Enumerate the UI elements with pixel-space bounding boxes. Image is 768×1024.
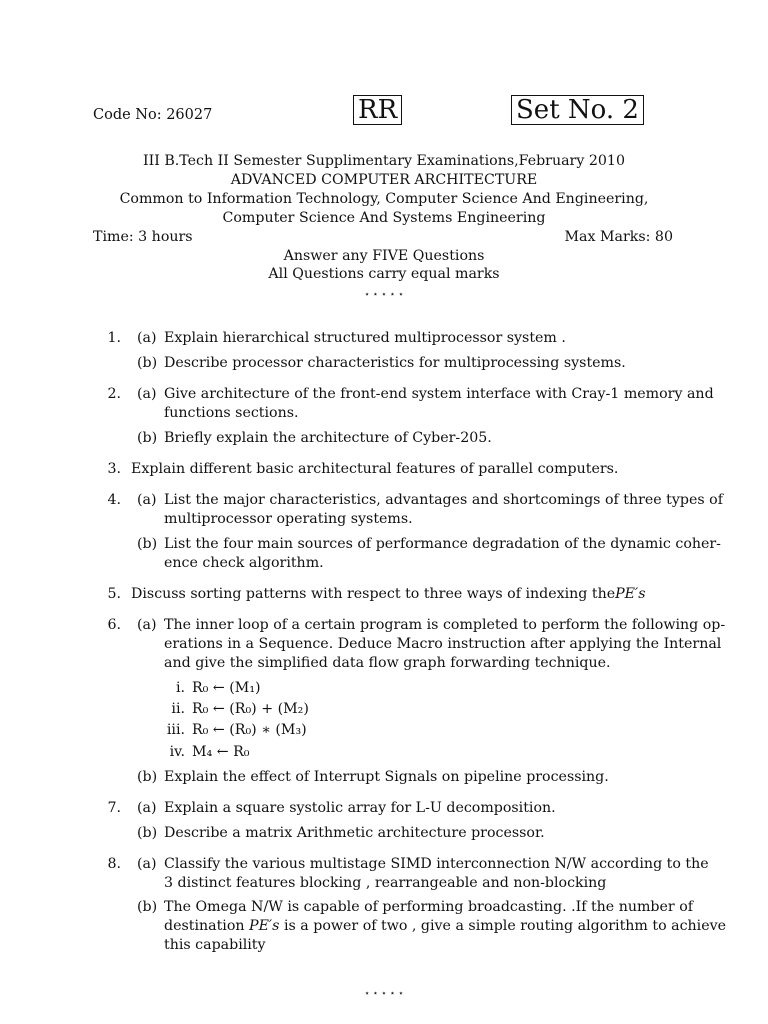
- common-to-line-2: Computer Science And Systems Engineering: [222, 210, 546, 226]
- question-number: 2.: [107, 386, 121, 402]
- footer-stars: ⋆ ⋆ ⋆ ⋆ ⋆: [364, 989, 404, 999]
- code-number: Code No: 26027: [93, 107, 213, 123]
- part-label: (b): [137, 355, 158, 371]
- stars-separator: ⋆ ⋆ ⋆ ⋆ ⋆: [364, 290, 404, 300]
- question-text: Classify the various multistage SIMD interconnection N/W according to the: [164, 856, 709, 872]
- part-label: (a): [137, 492, 157, 508]
- question-text: and give the simplified data flow graph forwarding technique.: [164, 655, 611, 671]
- question-number: 3.: [107, 461, 121, 477]
- sub-item-formula: R₀ ← (R₀) ∗ (M₃): [192, 722, 307, 738]
- part-label: (a): [137, 386, 157, 402]
- question-number: 5.: [107, 586, 121, 602]
- question-number: 6.: [107, 617, 121, 633]
- math-pes: PE′s: [615, 586, 646, 602]
- instruction-line-1: Answer any FIVE Questions: [283, 248, 485, 264]
- question-text: Explain a square systolic array for L-U decomposition.: [164, 800, 556, 816]
- max-marks-label: Max Marks: 80: [564, 229, 673, 245]
- question-text: ence check algorithm.: [164, 555, 324, 571]
- part-label: (b): [137, 899, 158, 915]
- time-label: Time: 3 hours: [93, 229, 193, 245]
- question-text-part: destination: [164, 918, 250, 934]
- question-text: 3 distinct features blocking , rearrangeable and non-blocking: [164, 875, 607, 891]
- question-text: The inner loop of a certain program is completed to perform the following op-: [164, 617, 726, 633]
- question-text: Give architecture of the front-end system interface with Cray-1 memory and: [164, 386, 714, 402]
- question-text: this capability: [164, 937, 266, 953]
- question-text: [164, 917, 726, 936]
- set-number-box: Set No. 2: [511, 95, 644, 125]
- question-text: Explain hierarchical structured multiprocessor system .: [164, 330, 566, 346]
- question-text: Explain the effect of Interrupt Signals on pipeline processing.: [164, 769, 609, 785]
- question-number: 7.: [107, 800, 121, 816]
- part-label: (a): [137, 856, 157, 872]
- question-number: 1.: [107, 330, 121, 346]
- sub-item-number: iv.: [169, 744, 185, 760]
- part-label: (a): [137, 330, 157, 346]
- question-text: Describe processor characteristics for multiprocessing systems.: [164, 355, 626, 371]
- sub-item-number: ii.: [171, 701, 185, 717]
- part-label: (b): [137, 769, 158, 785]
- question-number: 8.: [107, 856, 121, 872]
- question-text: functions sections.: [164, 405, 299, 421]
- question-text-part: is a power of two , give a simple routing algorithm to achieve: [279, 918, 727, 934]
- sub-item-number: i.: [175, 680, 185, 696]
- part-label: (b): [137, 430, 158, 446]
- sub-item-formula: R₀ ← (R₀) + (M₂): [192, 701, 309, 717]
- part-label: (a): [137, 617, 157, 633]
- question-number: 4.: [107, 492, 121, 508]
- part-label: (b): [137, 536, 158, 552]
- common-to-line: Common to Information Technology, Computer Science And Engineering,: [119, 191, 649, 207]
- question-text: [131, 585, 646, 604]
- rr-box: RR: [353, 95, 402, 125]
- question-text: List the major characteristics, advantages and shortcomings of three types of: [164, 492, 723, 508]
- question-text: List the four main sources of performance degradation of the dynamic coher-: [164, 536, 721, 552]
- question-text: multiprocessor operating systems.: [164, 511, 413, 527]
- question-text: Explain different basic architectural features of parallel computers.: [131, 461, 619, 477]
- part-label: (a): [137, 800, 157, 816]
- part-label: (b): [137, 825, 158, 841]
- instruction-line-2: All Questions carry equal marks: [268, 266, 500, 282]
- math-pes: PE′s: [249, 918, 280, 934]
- sub-item-formula: M₄ ← R₀: [192, 744, 250, 760]
- question-text: erations in a Sequence. Deduce Macro instruction after applying the Internal: [164, 636, 722, 652]
- question-text-body: Discuss sorting patterns with respect to three ways of indexing the: [131, 586, 616, 602]
- exam-title: III B.Tech II Semester Supplimentary Examinations,February 2010: [143, 153, 625, 169]
- sub-item-formula: R₀ ← (M₁): [192, 680, 261, 696]
- sub-item-number: iii.: [166, 722, 185, 738]
- question-text: Describe a matrix Arithmetic architecture processor.: [164, 825, 545, 841]
- subject-title: ADVANCED COMPUTER ARCHITECTURE: [230, 172, 538, 188]
- question-text: The Omega N/W is capable of performing broadcasting. .If the number of: [164, 899, 693, 915]
- question-text: Briefly explain the architecture of Cyber-205.: [164, 430, 492, 446]
